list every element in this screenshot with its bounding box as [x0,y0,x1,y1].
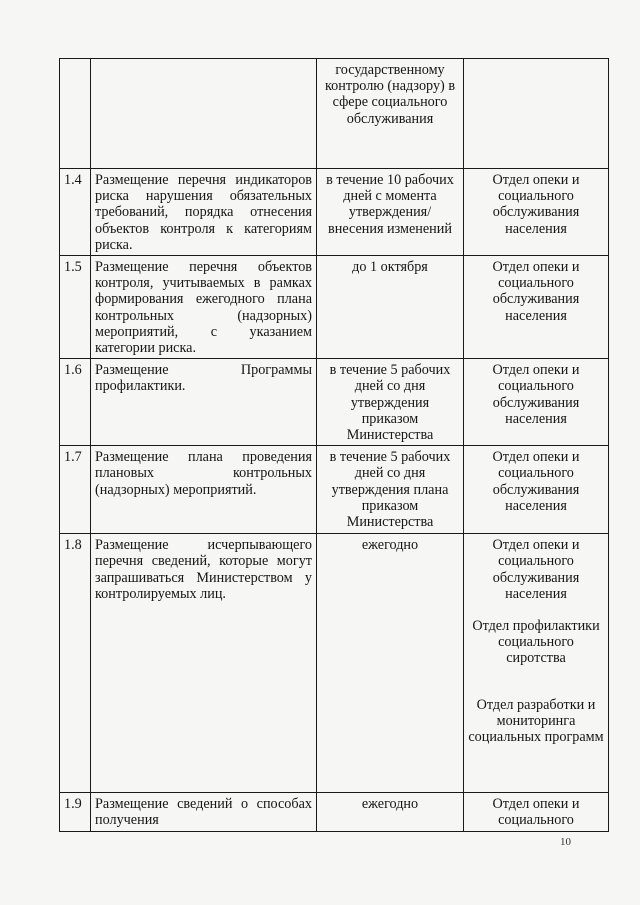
deadline-cell: до 1 октября [317,256,464,359]
responsible-dept-cell [464,256,609,359]
deadline-cell: в течение 10 рабочих дней с момента утверждения/ внесения изменений [317,169,464,256]
responsible-dept-cell [464,446,609,534]
row-number: 1.4 [60,169,91,256]
table-row [60,169,609,256]
row-number: 1.8 [60,534,91,793]
responsible-dept-cell [464,793,609,831]
responsible-dept-cell [464,359,609,446]
responsible-dept: Отдел опеки и социального [492,796,580,829]
responsible-dept: Отдел разработки и мониторинга социальных программ [468,696,604,746]
responsible-dept: Отдел опеки и социального обслуживания населения [492,449,580,514]
row-number: 1.5 [60,256,91,359]
table-row [60,256,609,359]
measure-description: Размещение перечня индикаторов риска нарушения обязательных требований, порядка отнесения объектов контроля к категориям риска. [91,169,317,256]
responsible-dept: Отдел опеки и социального обслуживания населения [492,362,580,427]
measures-table [59,58,609,832]
deadline-cell: в течение 5 рабочих дней со дня утверждения плана приказом Министерства [317,446,464,534]
row-number: 1.7 [60,446,91,534]
measure-description: Размещение исчерпывающего перечня сведений, которые могут запрашиваться Министерством у контролируемых лиц. [91,534,317,793]
responsible-dept: Отдел опеки и социального обслуживания населения [492,259,580,324]
table-row [60,534,609,793]
table-row [60,59,609,169]
responsible-dept: Отдел опеки и социального обслуживания населения [492,172,580,237]
row-number: 1.6 [60,359,91,446]
deadline-cell: в течение 5 рабочих дней со дня утверждения приказом Министерства [317,359,464,446]
deadline-cell: государственному контролю (надзору) в сфере социального обслуживания [317,59,464,169]
table-row [60,359,609,446]
responsible-dept: Отдел опеки и социального обслуживания населения [492,537,580,602]
row-number: 1.9 [60,793,91,831]
responsible-dept-cell [464,59,609,169]
deadline-cell: ежегодно [317,534,464,793]
deadline-cell: ежегодно [317,793,464,831]
measure-description: Размещение перечня объектов контроля, учитываемых в рамках формирования ежегодного плана контрольных (надзорных) мероприятий, с указанием категории риска. [91,256,317,359]
page-number: 10 [560,836,571,848]
responsible-dept-cell [464,169,609,256]
row-number [60,59,91,169]
responsible-dept: Отдел профилактики социального сиротства [472,618,600,667]
table-row [60,446,609,534]
measure-description [91,59,317,169]
measure-description: Размещение сведений о способах получения [91,793,317,831]
measure-description: Размещение Программы профилактики. [91,359,317,446]
table-row [60,793,609,831]
responsible-dept-cell [464,534,609,793]
measure-description: Размещение плана проведения плановых контрольных (надзорных) мероприятий. [91,446,317,534]
